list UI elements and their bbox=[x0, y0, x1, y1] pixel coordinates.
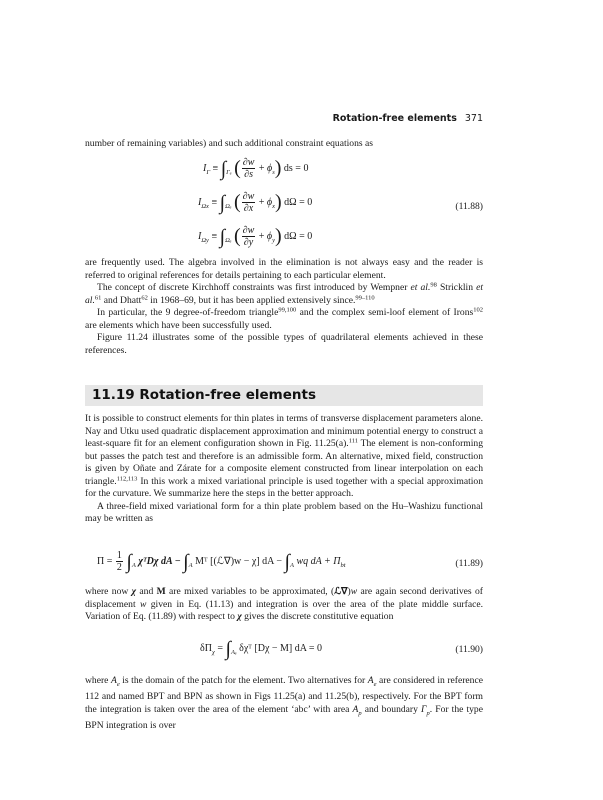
eq-11-89-body: Π = $\frac{1}{2}$ $\int_A$ χᵀDχ dA − $\int_A$ Mᵀ [(ℒ∇)w − χ] dA − $\int_A$ wq dA + $\Pi_{bt}$ bbox=[97, 550, 346, 573]
running-head-title: Rotation-free elements bbox=[332, 113, 457, 124]
eq-11-90-number: (11.90) bbox=[455, 644, 483, 655]
intro-line bbox=[85, 138, 483, 151]
para-hu-washizu: A three-field mixed variational form for a thin plate problem based on the Hu–Washizu functional may be written as bbox=[85, 500, 483, 524]
eq-11-90-body: $\delta\Pi_\chi = \int_{A_e}$ δχᵀ [Dχ − M] dA = 0 bbox=[200, 638, 323, 660]
intro-text: number of remaining variables) and such additional constraint equations as bbox=[85, 138, 373, 149]
eq-11-88-row2: $I_{\Omega x} \equiv \int_{\Omega_e}$ ( $\frac{\partial w}{\partial x}$ + $\phi_x$) dΩ = 0 bbox=[198, 191, 313, 215]
eq-11-88-row1: $I_\Gamma \equiv \int_{\Gamma_e}$ ( $\frac{\partial w}{\partial s}$ + $\phi_s$) ds = 0 bbox=[203, 157, 309, 181]
para-semi-loof: In particular, the 9 degree-of-freedom triangle$^{99,100}$ and the complex semi-loof element of Irons$^{102}$ are elements which have been successfully used. bbox=[85, 306, 483, 331]
equation-11-89 bbox=[85, 550, 483, 580]
para-discrete-kirchhoff: The concept of discrete Kirchhoff constraints was first introduced by Wempner et al.$^{98}$ Stricklin et al.$^{61}$ and Dhatt$^{62}$ in 1968–69, but it has been applied extensively since.$^{99-110}$ bbox=[85, 281, 484, 306]
section-body-3 bbox=[85, 675, 483, 733]
para-elimination: are frequently used. The algebra involved in the elimination is not always easy and the reader is referred to original references for details pertaining to each particular element. bbox=[85, 257, 483, 281]
section-body-1 bbox=[85, 413, 483, 526]
page-number: 371 bbox=[464, 113, 483, 124]
equation-11-90 bbox=[85, 638, 483, 668]
para-mixed-variables: where now χ and M are mixed variables to be approximated, (ℒ∇)w are again second derivatives of displacement w given in Eq. (11.13) and integration is over the area of the plate middle surface. Variation of Eq. (11.89) with respect to χ gives the discrete constitutive equation bbox=[85, 586, 483, 622]
para-figure-11-24: Figure 11.24 illustrates some of the possible types of quadrilateral elements achieved in these references. bbox=[85, 332, 483, 356]
eq-11-88-number: (11.88) bbox=[455, 201, 483, 212]
eq-11-89-number: (11.89) bbox=[455, 558, 483, 569]
running-head bbox=[85, 113, 483, 124]
para-patch-domain: where $A_e$ is the domain of the patch for the element. Two alternatives for $A_e$ are considered in reference 112 and named BPT and BPN as shown in Figs 11.25(a) and 11.25(b), respectively. For the BPT form the integration is taken over the area of the element ‘abc’ with area $A_p$ and boundary $\Gamma_p$. For the type BPN integration is over bbox=[85, 675, 483, 732]
paragraphs-after-11-88 bbox=[85, 257, 483, 357]
section-body-2 bbox=[85, 586, 483, 624]
section-heading-bar bbox=[85, 385, 483, 406]
section-title: 11.19 Rotation-free elements bbox=[92, 387, 317, 403]
equation-11-88 bbox=[85, 153, 483, 253]
eq-11-88-row3: $I_{\Omega y} \equiv \int_{\Omega_e}$ ( $\frac{\partial w}{\partial y}$ + $\phi_y$) dΩ = 0 bbox=[198, 225, 313, 249]
para-rotation-free-intro: It is possible to construct elements for thin plates in terms of transverse displacement parameters alone. Nay and Utku used quadratic displacement approximation and minimum potential energy to construct a least-square fit for an element configuration shown in Fig. 11.25(a).$^{111}$ The element is non-conforming but passes the patch test and therefore is an admissible form. An alternative, mixed field, construction is given by Oñate and Zárate for a composite element constructed from linear interpolation on each triangle.$^{112,113}$ In this work a mixed variational principle is used together with a special approximation for the curvature. We summarize here the steps in the better approach. bbox=[85, 413, 484, 499]
